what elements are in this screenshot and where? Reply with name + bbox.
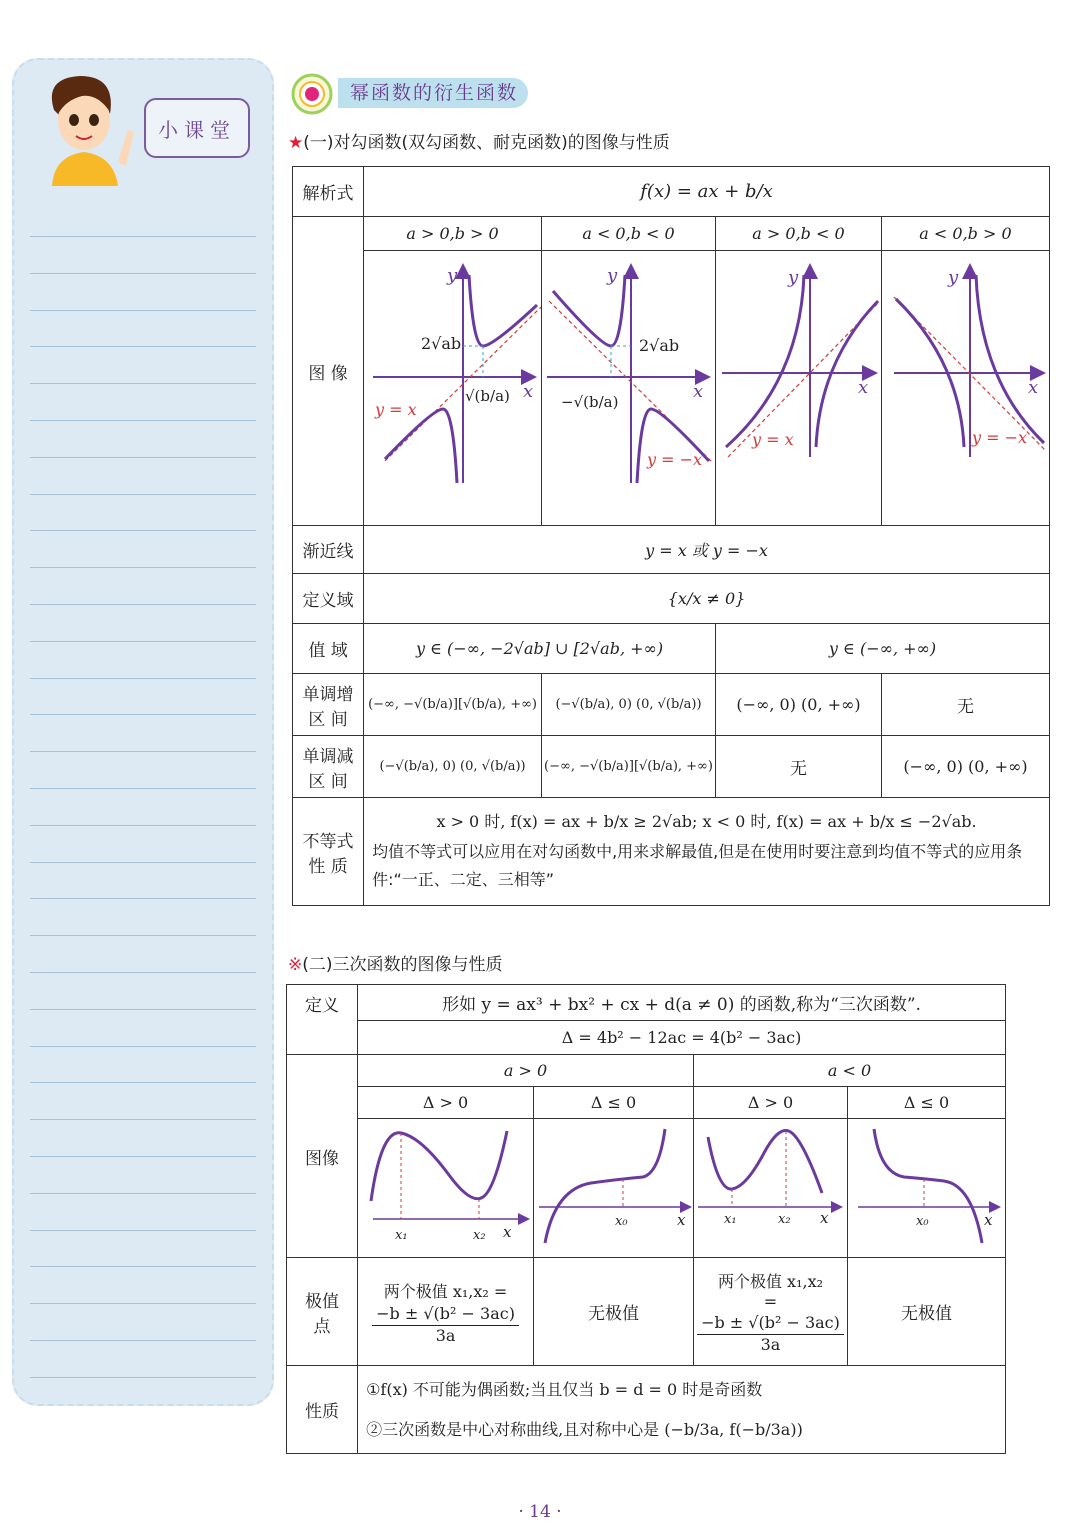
axis-x-label: x xyxy=(1028,377,1039,398)
ruled-line xyxy=(30,530,256,531)
min-value-label: 2√ab xyxy=(638,336,679,355)
graph-hook-4 xyxy=(882,251,1048,521)
cubic-graph-4 xyxy=(848,1119,1004,1253)
ruled-line xyxy=(30,1303,256,1304)
asymptote: y = x 或 y = −x xyxy=(364,526,1050,574)
dec-1: (−√(b/a), 0) (0, √(b/a)) xyxy=(364,736,542,798)
ruled-line xyxy=(30,273,256,274)
ruled-line xyxy=(30,825,256,826)
ruled-line xyxy=(30,972,256,973)
row-label-range: 值 域 xyxy=(293,624,364,674)
cubic-graph-cell-2 xyxy=(534,1119,694,1258)
asymptote-label: y = −x xyxy=(646,450,702,469)
inequality-cell xyxy=(364,798,1050,906)
cubic-graph-2 xyxy=(535,1119,693,1253)
case-1: a > 0,b > 0 xyxy=(364,217,542,251)
ruled-line xyxy=(30,457,256,458)
ruled-line xyxy=(30,1009,256,1010)
cubic-graph-cell-4 xyxy=(847,1119,1005,1258)
ruled-line xyxy=(30,641,256,642)
ruled-line xyxy=(30,1119,256,1120)
axis-x-label: x xyxy=(820,1209,829,1227)
case-3: a > 0,b < 0 xyxy=(716,217,882,251)
row-label-increasing xyxy=(293,674,364,736)
definition: 形如 y = ax³ + bx² + cx + d(a ≠ 0) 的函数,称为“三次函数”. xyxy=(358,985,1006,1021)
case-delta-nonpos-2: Δ ≤ 0 xyxy=(847,1087,1005,1119)
ruled-line xyxy=(30,1266,256,1267)
graph-hook-3 xyxy=(716,251,880,521)
ruled-line xyxy=(30,1046,256,1047)
ext-label-1: 极值 xyxy=(305,1291,340,1312)
graph-cell-4 xyxy=(881,251,1049,526)
x0-label: x₀ xyxy=(614,1214,628,1229)
ruled-line xyxy=(30,898,256,899)
ruled-line xyxy=(30,714,256,715)
range-b: y ∈ (−∞, +∞) xyxy=(716,624,1050,674)
x1-label: x₁ xyxy=(394,1228,408,1243)
extrema-1 xyxy=(358,1258,534,1366)
ruled-line xyxy=(30,1377,256,1378)
lesson-badge: 小课堂 xyxy=(144,98,250,158)
axis-x-label: x xyxy=(692,381,703,402)
graph-cell-3 xyxy=(716,251,882,526)
row-label-asymptote: 渐近线 xyxy=(293,526,364,574)
row-label-domain: 定义域 xyxy=(293,574,364,624)
extrema-text: 两个极值 x₁,x₂ = xyxy=(383,1281,508,1301)
extrema-2: 无极值 xyxy=(534,1258,694,1366)
cubic-graph-cell-1 xyxy=(358,1119,534,1258)
ext-label-2: 点 xyxy=(313,1316,331,1337)
axis-x-label: x xyxy=(676,1211,685,1229)
inc-1: (−∞, −√(b/a)][√(b/a), +∞) xyxy=(364,674,542,736)
axis-y-label: y xyxy=(948,267,959,288)
axis-x-label: x xyxy=(502,1223,512,1241)
cubic-function-table xyxy=(286,984,1006,1454)
inc-4: 无 xyxy=(881,674,1049,736)
teacher-illustration xyxy=(36,70,140,186)
properties-cell xyxy=(358,1366,1006,1454)
case-delta-nonpos-1: Δ ≤ 0 xyxy=(534,1087,694,1119)
ineq-label-2: 性 质 xyxy=(308,856,348,877)
case-delta-pos-1: Δ > 0 xyxy=(358,1087,534,1119)
ruled-line xyxy=(30,751,256,752)
note-mark: ※ xyxy=(288,955,303,975)
part1-title-text: (一)对勾函数(双勾函数、耐克函数)的图像与性质 xyxy=(303,133,670,153)
cubic-graph-3 xyxy=(694,1119,846,1253)
row-label-extrema xyxy=(287,1258,358,1366)
dec-2: (−∞, −√(b/a)][√(b/a), +∞) xyxy=(542,736,716,798)
case-2: a < 0,b < 0 xyxy=(542,217,716,251)
dec-4: (−∞, 0) (0, +∞) xyxy=(881,736,1049,798)
ruled-line xyxy=(30,567,256,568)
axis-x-label: x xyxy=(984,1211,993,1229)
x0-label: x₀ xyxy=(916,1214,930,1229)
ruled-line xyxy=(30,1230,256,1231)
property-2: ②三次函数是中心对称曲线,且对称中心是 (−b/3a, f(−b/3a)) xyxy=(366,1419,803,1439)
discriminant: Δ = 4b² − 12ac = 4(b² − 3ac) xyxy=(358,1021,1006,1055)
section-header xyxy=(288,72,519,120)
extrema-denominator: 3a xyxy=(760,1335,781,1354)
x2-label: x₂ xyxy=(778,1212,792,1227)
graph-cell-1 xyxy=(364,251,542,526)
range-a: y ∈ (−∞, −2√ab] ∪ [2√ab, +∞) xyxy=(364,624,716,674)
inequality-formula: x > 0 时, f(x) = ax + b/x ≥ 2√ab; x < 0 时, f(x) = ax + b/x ≤ −2√ab. xyxy=(436,812,977,831)
ruled-line xyxy=(30,1193,256,1194)
ruled-line xyxy=(30,236,256,237)
extrema-equals: = xyxy=(763,1292,778,1311)
extrema-3 xyxy=(694,1258,848,1366)
root-label: √(b/a) xyxy=(464,387,510,405)
extrema-numerator: −b ± √(b² − 3ac) xyxy=(372,1302,519,1326)
ruled-line xyxy=(30,678,256,679)
inc-label-2: 区 间 xyxy=(308,709,348,730)
ruled-line xyxy=(30,1082,256,1083)
axis-y-label: y xyxy=(788,267,799,288)
case-a-negative: a < 0 xyxy=(694,1055,1006,1087)
asymptote-label: y = x xyxy=(374,400,417,419)
row-label-properties: 性质 xyxy=(287,1366,358,1454)
ruled-line xyxy=(30,346,256,347)
axis-x-label: x xyxy=(522,381,533,402)
ruled-line xyxy=(30,1156,256,1157)
ruled-line xyxy=(30,604,256,605)
row-label-formula: 解析式 xyxy=(293,167,364,217)
dec-label-1: 单调减 xyxy=(302,746,354,767)
axis-y-label: y xyxy=(446,265,457,286)
part2-title-text: (二)三次函数的图像与性质 xyxy=(302,955,503,975)
row-label-image: 图 像 xyxy=(293,217,364,526)
extrema-text: 两个极值 x₁,x₂ xyxy=(717,1272,824,1291)
property-1: ①f(x) 不可能为偶函数;当且仅当 b = d = 0 时是奇函数 xyxy=(366,1379,763,1399)
star-mark: ★ xyxy=(288,133,304,153)
ruled-line xyxy=(30,935,256,936)
inc-label-1: 单调增 xyxy=(302,684,354,705)
ineq-label-1: 不等式 xyxy=(302,831,354,852)
dec-3: 无 xyxy=(716,736,882,798)
case-delta-pos-2: Δ > 0 xyxy=(694,1087,848,1119)
x2-label: x₂ xyxy=(472,1228,486,1243)
section-title: 幂函数的衍生函数 xyxy=(338,78,528,108)
graph-cell-2 xyxy=(542,251,716,526)
ruled-line xyxy=(30,788,256,789)
notes-sidebar xyxy=(12,58,274,1406)
inequality-note: 均值不等式可以应用在对勾函数中,用来求解最值,但是在使用时要注意到均值不等式的应用条件:“一正、二定、三相等” xyxy=(372,842,1023,889)
x1-label: x₁ xyxy=(724,1212,738,1227)
part1-title xyxy=(288,128,670,153)
ruled-line xyxy=(30,383,256,384)
dec-label-2: 区 间 xyxy=(308,771,348,792)
graph-hook-1 xyxy=(365,251,541,521)
min-value-label: 2√ab xyxy=(420,334,461,353)
row-label-image: 图像 xyxy=(287,1055,358,1258)
axis-y-label: y xyxy=(606,265,617,286)
part2-title xyxy=(288,950,503,975)
cubic-graph-cell-3 xyxy=(694,1119,848,1258)
asymptote-label: y = x xyxy=(752,430,795,449)
ruled-line xyxy=(30,310,256,311)
ruled-line xyxy=(30,494,256,495)
cubic-graph-1 xyxy=(359,1119,533,1253)
hook-function-table xyxy=(292,166,1050,906)
case-4: a < 0,b > 0 xyxy=(881,217,1049,251)
root-label: −√(b/a) xyxy=(560,393,618,411)
row-label-decreasing xyxy=(293,736,364,798)
extrema-4: 无极值 xyxy=(847,1258,1005,1366)
ruled-line xyxy=(30,420,256,421)
graph-hook-2 xyxy=(543,251,715,521)
row-label-inequality xyxy=(293,798,364,906)
asymptote-label: y = −x xyxy=(972,428,1028,447)
page-number: · 14 · xyxy=(518,1502,562,1522)
ruled-line xyxy=(30,862,256,863)
inc-3: (−∞, 0) (0, +∞) xyxy=(716,674,882,736)
inc-2: (−√(b/a), 0) (0, √(b/a)) xyxy=(542,674,716,736)
extrema-numerator: −b ± √(b² − 3ac) xyxy=(697,1311,844,1335)
row-label-definition: 定义 xyxy=(287,985,358,1055)
domain: {x/x ≠ 0} xyxy=(364,574,1050,624)
ruled-line xyxy=(30,1340,256,1341)
axis-x-label: x xyxy=(858,377,869,398)
case-a-positive: a > 0 xyxy=(358,1055,694,1087)
target-icon xyxy=(288,72,338,116)
extrema-denominator: 3a xyxy=(435,1325,456,1345)
formula: f(x) = ax + b/x xyxy=(364,167,1050,217)
